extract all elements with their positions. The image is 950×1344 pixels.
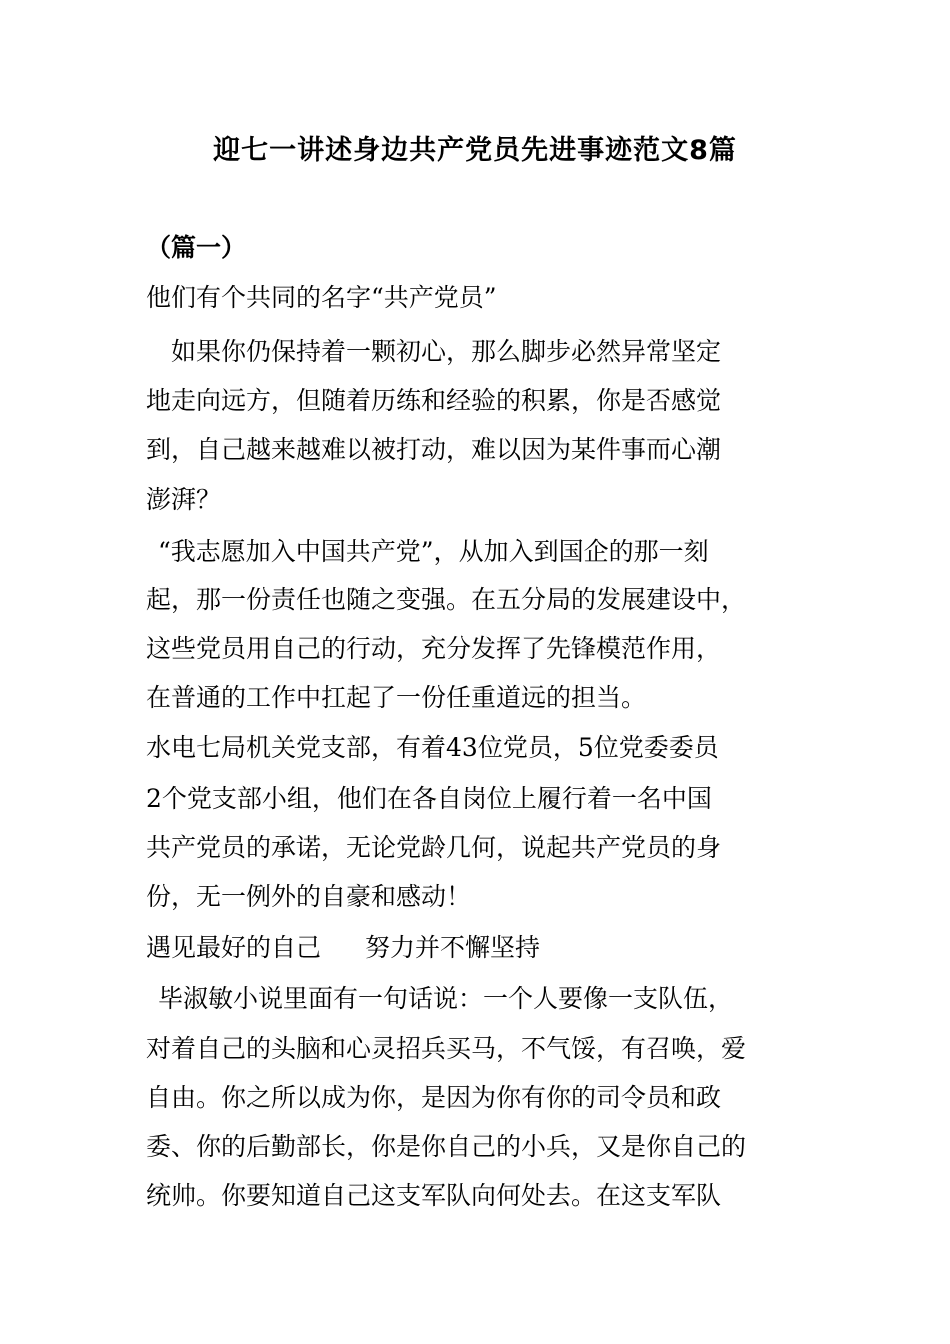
paragraph-line: 在普通的工作中扛起了一份任重道远的担当。 bbox=[146, 683, 647, 712]
paragraph-line: 份，无一例外的自豪和感动！ bbox=[146, 882, 472, 911]
paragraph-line: 2个党支部小组，他们在各自岗位上履行着一名中国 bbox=[146, 784, 712, 813]
paragraph-line: 自由。你之所以成为你，是因为你有你的司令员和政 bbox=[146, 1083, 722, 1112]
paragraph-line: 水电七局机关党支部，有着43位党员，5位党委委员 bbox=[146, 733, 719, 762]
paragraph-line: 统帅。你要知道自己这支军队向何处去。在这支军队 bbox=[146, 1181, 722, 1210]
subheading-left: 遇见最好的自己 bbox=[146, 933, 322, 962]
subheading-right: 努力并不懈坚持 bbox=[365, 933, 541, 962]
paragraph-line: 这些党员用自己的行动，充分发挥了先锋模范作用， bbox=[146, 634, 722, 663]
subheading bbox=[146, 922, 806, 974]
paragraph-line: 委、你的后勤部长，你是你自己的小兵，又是你自己的 bbox=[146, 1132, 747, 1161]
paragraph-line: “我志愿加入中国共产党”，从加入到国企的那一刻 bbox=[158, 537, 709, 566]
paragraph-line: 到，自己越来越难以被打动，难以因为某件事而心潮 bbox=[146, 435, 722, 464]
paragraph-line: 如果你仍保持着一颗初心，那么脚步必然异常坚定 bbox=[171, 337, 722, 366]
paragraph-line: 毕淑敏小说里面有一句话说：一个人要像一支队伍， bbox=[158, 984, 734, 1013]
paragraph-line: 对着自己的头脑和心灵招兵买马，不气馁，有召唤，爱 bbox=[146, 1034, 747, 1063]
paragraph-line: 共产党员的承诺，无论党龄几何，说起共产党员的身 bbox=[146, 833, 722, 862]
paragraph-heading: 他们有个共同的名字“共产党员” bbox=[146, 283, 497, 312]
paragraph-line: 起，那一份责任也随之变强。在五分局的发展建设中， bbox=[146, 585, 747, 614]
section-label: （篇一） bbox=[146, 233, 247, 262]
paragraph-line: 地走向远方，但随着历练和经验的积累，你是否感觉 bbox=[146, 386, 722, 415]
paragraph-line: 澎湃？ bbox=[146, 485, 222, 514]
document-title: 迎七一讲述身边共产党员先进事迹范文8篇 bbox=[213, 135, 737, 166]
